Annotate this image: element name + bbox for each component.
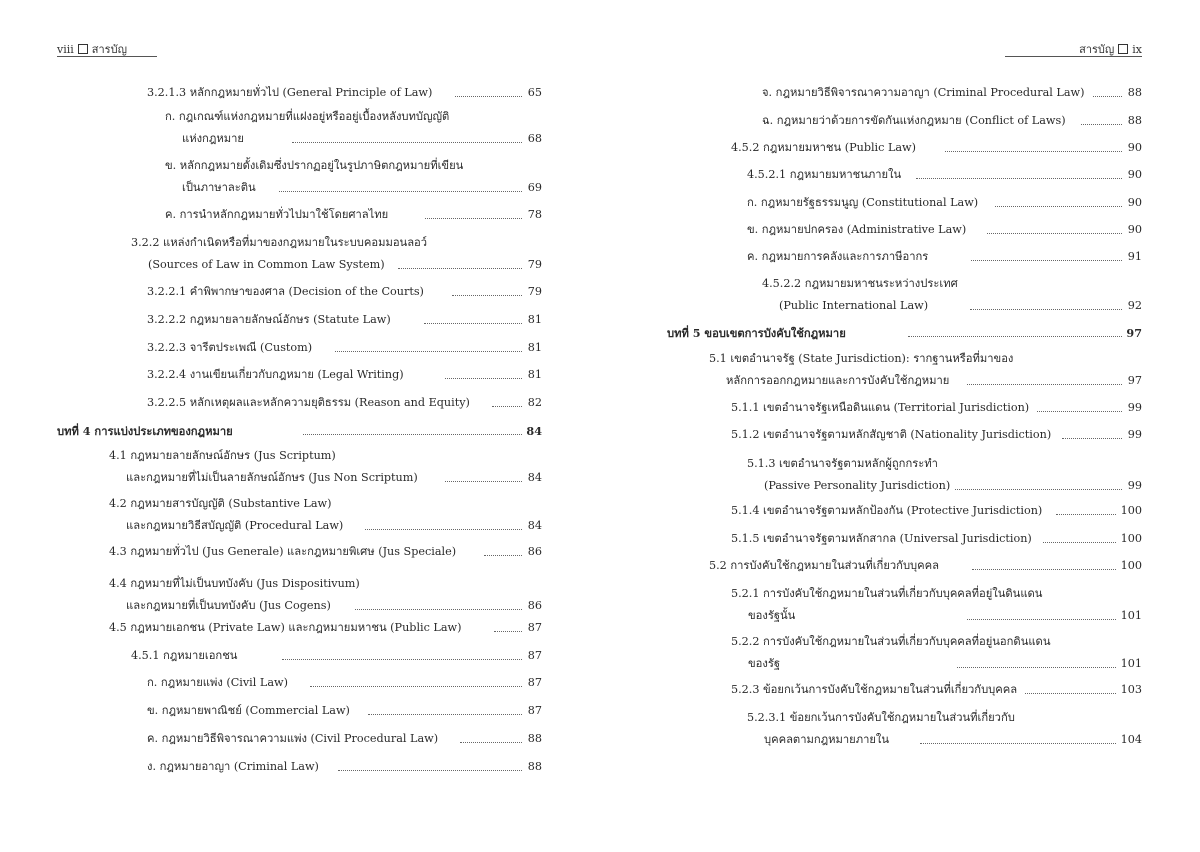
dot-leader xyxy=(987,233,1122,234)
dot-leader xyxy=(1043,542,1116,543)
dot-leader xyxy=(303,434,522,435)
toc-entry-title: ค. การนำหลักกฎหมายทั่วไปมาใช้โดยศาลไทย xyxy=(165,204,392,226)
toc-page-number: 90 xyxy=(1125,192,1142,214)
toc-page-number: 91 xyxy=(1125,246,1142,268)
toc-page-number: 88 xyxy=(1125,82,1142,104)
toc-page-number: 97 xyxy=(1125,370,1142,392)
toc-entry[interactable] xyxy=(731,631,1142,675)
toc-entry-line xyxy=(147,309,542,331)
toc-entry-title: 4.5.2.2 กฎหมายมหาชนระหว่างประเทศ xyxy=(762,273,962,295)
toc-entry-title: 3.2.2.4 งานเขียนเกี่ยวกับกฎหมาย (Legal Writing) xyxy=(147,364,408,386)
toc-chapter-entry[interactable] xyxy=(57,420,542,442)
toc-entry-line xyxy=(109,541,542,563)
toc-page-number: 84 xyxy=(525,467,542,489)
toc-entry-title: 3.2.2.2 กฎหมายลายลักษณ์อักษร (Statute Law) xyxy=(147,309,395,331)
toc-entry-line xyxy=(731,424,1142,446)
toc-entry[interactable] xyxy=(747,453,1142,497)
toc-entry[interactable] xyxy=(147,309,542,331)
toc-page-number: 86 xyxy=(525,595,542,617)
toc-page-number: 100 xyxy=(1118,528,1142,550)
toc-entry-title: 3.2.2.1 คำพิพากษาของศาล (Decision of the Courts) xyxy=(147,281,428,303)
toc-entry[interactable] xyxy=(147,392,542,414)
toc-entry-line xyxy=(667,322,1142,344)
toc-entry[interactable] xyxy=(762,110,1142,132)
dot-leader xyxy=(365,529,522,530)
toc-page-number: 97 xyxy=(1123,322,1142,344)
toc-entry-line xyxy=(731,605,1142,627)
dot-leader xyxy=(1025,693,1116,694)
toc-entry-title: 3.2.2.5 หลักเหตุผลและหลักความยุติธรรม (Reason and Equity) xyxy=(147,392,474,414)
toc-entry-title: 5.1 เขตอำนาจรัฐ (State Jurisdiction): รากฐานหรือที่มาของ xyxy=(709,348,1017,370)
dot-leader xyxy=(282,659,522,660)
toc-entry-line xyxy=(731,653,1142,675)
toc-entry-title: ของรัฐ xyxy=(748,653,784,675)
toc-page-number: 79 xyxy=(525,254,542,276)
toc-entry-title: และกฎหมายวิธีสบัญญัติ (Procedural Law) xyxy=(126,515,347,537)
toc-entry-title: 4.1 กฎหมายลายลักษณ์อักษร (Jus Scriptum) xyxy=(109,445,340,467)
dot-leader xyxy=(494,631,522,632)
toc-entry-line xyxy=(147,281,542,303)
toc-entry-line xyxy=(709,370,1142,392)
toc-entry-title: และกฎหมายที่ไม่เป็นลายลักษณ์อักษร (Jus Non Scriptum) xyxy=(126,467,422,489)
toc-entry-line xyxy=(731,500,1142,522)
toc-entry-line xyxy=(147,364,542,386)
toc-entry-line xyxy=(747,192,1142,214)
dot-leader xyxy=(455,96,522,97)
toc-entry-line xyxy=(165,177,542,199)
toc-entry-title: 4.5.2 กฎหมายมหาชน (Public Law) xyxy=(731,137,920,159)
toc-entry-line xyxy=(147,82,542,104)
toc-entry[interactable] xyxy=(131,232,542,276)
toc-entry-line xyxy=(147,672,542,694)
toc-entry-title: ก. กฎหมายแพ่ง (Civil Law) xyxy=(147,672,292,694)
toc-entry-title: แห่งกฎหมาย xyxy=(182,128,248,150)
dot-leader xyxy=(967,384,1122,385)
left-header-title: สารบัญ xyxy=(91,43,127,56)
toc-entry[interactable] xyxy=(147,756,542,778)
toc-entry-title: 5.2.3 ข้อยกเว้นการบังคับใช้กฎหมายในส่วนที่เกี่ยวกับบุคคล xyxy=(731,679,1021,701)
dot-leader xyxy=(1056,514,1116,515)
dot-leader xyxy=(1062,438,1122,439)
toc-entry[interactable] xyxy=(147,82,542,104)
toc-page-number: 90 xyxy=(1125,164,1142,186)
dot-leader xyxy=(908,336,1122,337)
toc-entry-line xyxy=(109,445,542,467)
dot-leader xyxy=(1093,96,1122,97)
toc-page-number: 87 xyxy=(525,645,542,667)
toc-entry-line xyxy=(147,700,542,722)
toc-entry[interactable] xyxy=(747,164,1142,186)
toc-page-number: 104 xyxy=(1118,729,1142,751)
dot-leader xyxy=(484,555,522,556)
toc-entry[interactable] xyxy=(147,728,542,750)
toc-entry-title: บทที่ 5 ขอบเขตการบังคับใช้กฎหมาย xyxy=(667,322,850,344)
toc-entry-line xyxy=(131,232,542,254)
left-header-rule xyxy=(57,56,157,57)
toc-entry-line xyxy=(131,254,542,276)
dot-leader xyxy=(355,609,522,610)
dot-leader xyxy=(1037,411,1122,412)
toc-entry[interactable] xyxy=(762,273,1142,317)
toc-entry-line xyxy=(165,128,542,150)
toc-entry-line xyxy=(731,528,1142,550)
toc-entry-title: บทที่ 4 การแบ่งประเภทของกฎหมาย xyxy=(57,420,237,442)
dot-leader xyxy=(920,743,1116,744)
toc-entry-line xyxy=(57,420,542,442)
toc-entry-title: 5.1.5 เขตอำนาจรัฐตามหลักสากล (Universal Jurisdiction) xyxy=(731,528,1036,550)
toc-entry[interactable] xyxy=(147,364,542,386)
right-header-rule xyxy=(1005,56,1142,57)
toc-entry[interactable] xyxy=(762,82,1142,104)
toc-entry-line xyxy=(762,82,1142,104)
toc-entry-line xyxy=(747,729,1142,751)
toc-page-number: 103 xyxy=(1118,679,1142,701)
toc-entry-line xyxy=(109,515,542,537)
toc-entry[interactable] xyxy=(165,155,542,199)
toc-entry-title: 5.1.4 เขตอำนาจรัฐตามหลักป้องกัน (Protective Jurisdiction) xyxy=(731,500,1046,522)
dot-leader xyxy=(941,489,1122,490)
toc-entry-line xyxy=(165,106,542,128)
right-header-title: สารบัญ xyxy=(1079,43,1115,56)
toc-page-number: 92 xyxy=(1125,295,1142,317)
toc-entry-title: 4.4 กฎหมายที่ไม่เป็นบทบังคับ (Jus Dispositivum) xyxy=(109,573,364,595)
toc-entry-line xyxy=(731,397,1142,419)
toc-entry[interactable] xyxy=(147,337,542,359)
toc-entry-line xyxy=(747,246,1142,268)
toc-page-number: 88 xyxy=(525,728,542,750)
toc-entry-title: 4.5 กฎหมายเอกชน (Private Law) และกฎหมายมหาชน (Public Law) xyxy=(109,617,465,639)
toc-entry[interactable] xyxy=(109,617,542,639)
toc-entry[interactable] xyxy=(731,397,1142,419)
toc-entry-title: 4.5.1 กฎหมายเอกชน xyxy=(131,645,241,667)
toc-page-number: 86 xyxy=(525,541,542,563)
toc-page-number: 99 xyxy=(1125,475,1142,497)
toc-entry-line xyxy=(131,645,542,667)
toc-entry-line xyxy=(165,204,542,226)
toc-page-number: 99 xyxy=(1125,424,1142,446)
toc-page-number: 78 xyxy=(525,204,542,226)
dot-leader xyxy=(310,686,522,687)
right-page-number: ix xyxy=(1132,43,1142,56)
dot-leader xyxy=(995,206,1122,207)
toc-entry-title: บุคคลตามกฎหมายภายใน xyxy=(764,729,893,751)
square-ornament-icon xyxy=(1118,44,1128,54)
dot-leader xyxy=(957,667,1116,668)
toc-entry[interactable] xyxy=(147,700,542,722)
dot-leader xyxy=(338,770,522,771)
dot-leader xyxy=(445,378,522,379)
toc-entry[interactable] xyxy=(731,583,1142,627)
dot-leader xyxy=(1081,124,1122,125)
toc-entry-title: จ. กฎหมายวิธีพิจารณาความอาญา (Criminal Procedural Law) xyxy=(762,82,1088,104)
toc-entry-line xyxy=(109,493,542,515)
toc-entry-title: 5.1.3 เขตอำนาจรัฐตามหลักผู้ถูกกระทำ xyxy=(747,453,942,475)
toc-entry-title: ค. กฎหมายการคลังและการภาษีอากร xyxy=(747,246,932,268)
toc-entry[interactable] xyxy=(747,219,1142,241)
toc-entry[interactable] xyxy=(147,672,542,694)
dot-leader xyxy=(972,569,1116,570)
dot-leader xyxy=(398,268,522,269)
toc-entry-title: (Sources of Law in Common Law System) xyxy=(148,254,389,276)
toc-page-number: 101 xyxy=(1118,653,1142,675)
toc-entry-line xyxy=(147,756,542,778)
toc-entry[interactable] xyxy=(709,555,1142,577)
toc-page-number: 68 xyxy=(525,128,542,150)
toc-entry-title: (Passive Personality Jurisdiction) xyxy=(764,475,954,497)
toc-entry-title: 4.2 กฎหมายสารบัญญัติ (Substantive Law) xyxy=(109,493,335,515)
toc-page-number: 88 xyxy=(525,756,542,778)
toc-entry-line xyxy=(762,295,1142,317)
toc-entry-title: ของรัฐนั้น xyxy=(748,605,799,627)
toc-entry[interactable] xyxy=(747,246,1142,268)
toc-page-number: 88 xyxy=(1125,110,1142,132)
toc-entry-line xyxy=(731,137,1142,159)
toc-entry-line xyxy=(109,467,542,489)
toc-page-number: 90 xyxy=(1125,137,1142,159)
toc-entry-title: ข. กฎหมายปกครอง (Administrative Law) xyxy=(747,219,970,241)
toc-entry-line xyxy=(109,595,542,617)
toc-page-number: 69 xyxy=(525,177,542,199)
toc-entry[interactable] xyxy=(731,137,1142,159)
toc-page-number: 84 xyxy=(523,420,542,442)
toc-entry-title: 4.5.2.1 กฎหมายมหาชนภายใน xyxy=(747,164,905,186)
dot-leader xyxy=(460,742,522,743)
toc-entry-line xyxy=(147,392,542,414)
toc-entry-line xyxy=(165,155,542,177)
toc-page-number: 79 xyxy=(525,281,542,303)
toc-entry-line xyxy=(709,555,1142,577)
toc-page-number: 84 xyxy=(525,515,542,537)
toc-page-number: 87 xyxy=(525,617,542,639)
toc-page-number: 65 xyxy=(525,82,542,104)
toc-entry[interactable] xyxy=(165,204,542,226)
dot-leader xyxy=(335,351,522,352)
dot-leader xyxy=(967,619,1116,620)
toc-entry-title: 3.2.1.3 หลักกฎหมายทั่วไป (General Principle of Law) xyxy=(147,82,436,104)
toc-entry-title: ข. หลักกฎหมายดั้งเดิมซึ่งปรากฏอยู่ในรูปภาษิตกฎหมายที่เขียน xyxy=(165,155,467,177)
toc-entry-title: เป็นภาษาละติน xyxy=(182,177,260,199)
toc-entry-line xyxy=(147,337,542,359)
toc-entry-line xyxy=(731,679,1142,701)
toc-entry[interactable] xyxy=(731,679,1142,701)
toc-entry-line xyxy=(747,475,1142,497)
toc-entry-title: (Public International Law) xyxy=(779,295,932,317)
dot-leader xyxy=(424,323,522,324)
toc-entry-line xyxy=(109,617,542,639)
toc-entry[interactable] xyxy=(109,493,542,537)
toc-entry-title: 3.2.2.3 จารีตประเพณี (Custom) xyxy=(147,337,316,359)
dot-leader xyxy=(916,178,1122,179)
toc-entry[interactable] xyxy=(747,707,1142,751)
toc-entry[interactable] xyxy=(109,541,542,563)
toc-entry-title: 5.1.1 เขตอำนาจรัฐเหนือดินแดน (Territorial Jurisdiction) xyxy=(731,397,1033,419)
dot-leader xyxy=(971,260,1122,261)
toc-entry-title: 3.2.2 แหล่งกำเนิดหรือที่มาของกฎหมายในระบบคอมมอนลอว์ xyxy=(131,232,431,254)
toc-entry-line xyxy=(747,453,1142,475)
toc-entry[interactable] xyxy=(109,445,542,489)
toc-entry[interactable] xyxy=(165,106,542,150)
right-page xyxy=(600,0,1200,852)
toc-entry-line xyxy=(731,631,1142,653)
toc-entry-title: ฉ. กฎหมายว่าด้วยการขัดกันแห่งกฎหมาย (Conflict of Laws) xyxy=(762,110,1070,132)
toc-entry-title: 5.2.1 การบังคับใช้กฎหมายในส่วนที่เกี่ยวกับบุคคลที่อยู่ในดินแดน xyxy=(731,583,1046,605)
toc-entry-title: ข. กฎหมายพาณิชย์ (Commercial Law) xyxy=(147,700,354,722)
toc-entry-line xyxy=(747,707,1142,729)
toc-entry-title: 4.3 กฎหมายทั่วไป (Jus Generale) และกฎหมายพิเศษ (Jus Speciale) xyxy=(109,541,460,563)
toc-page-number: 100 xyxy=(1118,500,1142,522)
toc-entry[interactable] xyxy=(747,192,1142,214)
toc-entry[interactable] xyxy=(731,500,1142,522)
toc-entry-title: ค. กฎหมายวิธีพิจารณาความแพ่ง (Civil Procedural Law) xyxy=(147,728,442,750)
toc-page-number: 87 xyxy=(525,672,542,694)
dot-leader xyxy=(945,151,1122,152)
dot-leader xyxy=(292,142,522,143)
toc-page-number: 87 xyxy=(525,700,542,722)
toc-entry-line xyxy=(747,219,1142,241)
toc-entry[interactable] xyxy=(131,645,542,667)
toc-entry[interactable] xyxy=(731,528,1142,550)
toc-chapter-entry[interactable] xyxy=(667,322,1142,344)
toc-entry-title: ก. กฎหมายรัฐธรรมนูญ (Constitutional Law) xyxy=(747,192,982,214)
toc-entry[interactable] xyxy=(109,573,542,617)
toc-page-number: 81 xyxy=(525,309,542,331)
toc-page-number: 81 xyxy=(525,337,542,359)
toc-entry-title: 5.2.3.1 ข้อยกเว้นการบังคับใช้กฎหมายในส่วนที่เกี่ยวกับ xyxy=(747,707,1019,729)
toc-entry-line xyxy=(731,583,1142,605)
toc-page-number: 100 xyxy=(1118,555,1142,577)
toc-entry-line xyxy=(762,110,1142,132)
toc-entry-line xyxy=(147,728,542,750)
dot-leader xyxy=(368,714,522,715)
toc-page-number: 99 xyxy=(1125,397,1142,419)
toc-entry-line xyxy=(747,164,1142,186)
toc-page-number: 82 xyxy=(525,392,542,414)
toc-page-number: 81 xyxy=(525,364,542,386)
left-page-number: viii xyxy=(57,43,74,56)
toc-entry-title: ก. กฎเกณฑ์แห่งกฎหมายที่แฝงอยู่หรืออยู่เบื้องหลังบทบัญญัติ xyxy=(165,106,453,128)
toc-entry-title: 5.2.2 การบังคับใช้กฎหมายในส่วนที่เกี่ยวกับบุคคลที่อยู่นอกดินแดน xyxy=(731,631,1054,653)
toc-page-number: 101 xyxy=(1118,605,1142,627)
toc-entry[interactable] xyxy=(709,348,1142,392)
toc-entry-title: 5.2 การบังคับใช้กฎหมายในส่วนที่เกี่ยวกับบุคคล xyxy=(709,555,943,577)
dot-leader xyxy=(452,295,522,296)
square-ornament-icon xyxy=(78,44,88,54)
toc-page-number: 90 xyxy=(1125,219,1142,241)
dot-leader xyxy=(492,406,522,407)
toc-entry-title: ง. กฎหมายอาญา (Criminal Law) xyxy=(147,756,323,778)
toc-entry[interactable] xyxy=(147,281,542,303)
dot-leader xyxy=(279,191,522,192)
toc-entry-line xyxy=(762,273,1142,295)
toc-entry-line xyxy=(709,348,1142,370)
dot-leader xyxy=(425,218,522,219)
dot-leader xyxy=(970,309,1122,310)
toc-entry-title: 5.1.2 เขตอำนาจรัฐตามหลักสัญชาติ (Nationality Jurisdiction) xyxy=(731,424,1055,446)
toc-entry-title: และกฎหมายที่เป็นบทบังคับ (Jus Cogens) xyxy=(126,595,335,617)
toc-entry-line xyxy=(109,573,542,595)
toc-entry-title: หลักการออกกฎหมายและการบังคับใช้กฎหมาย xyxy=(726,370,953,392)
toc-entry[interactable] xyxy=(731,424,1142,446)
dot-leader xyxy=(445,481,522,482)
